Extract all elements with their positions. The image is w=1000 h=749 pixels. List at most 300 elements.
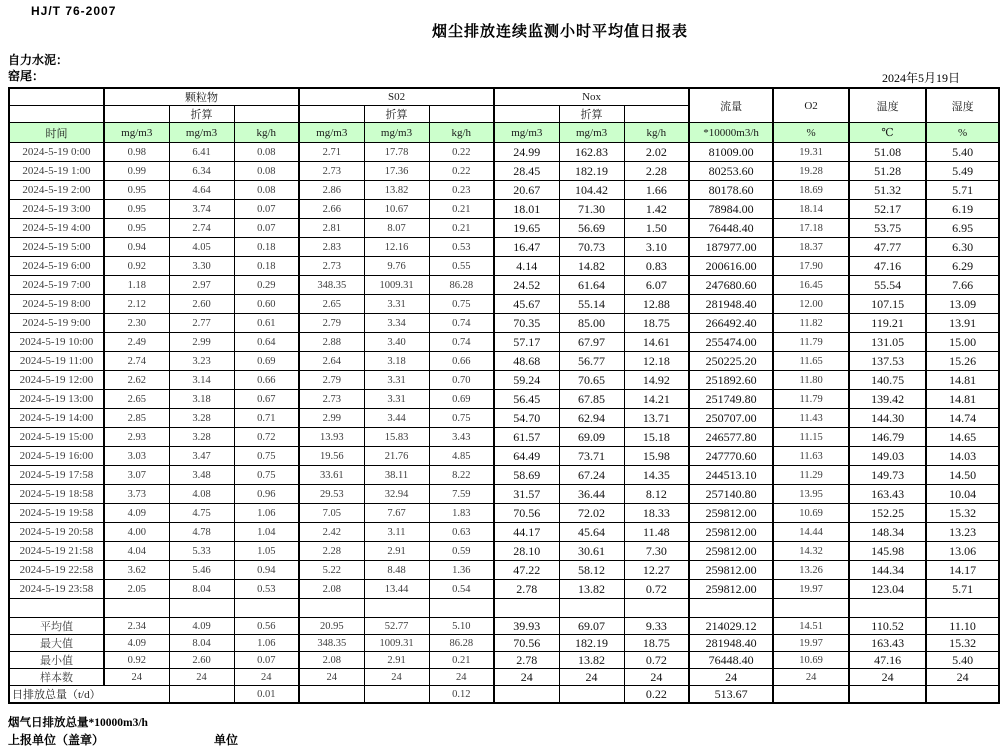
- value-cell: 3.14: [169, 371, 234, 390]
- value-cell: 0.92: [104, 257, 169, 276]
- value-cell: 7.59: [429, 485, 494, 504]
- value-cell: 3.34: [364, 314, 429, 333]
- value-cell: 0.61: [234, 314, 299, 333]
- value-cell: 33.61: [299, 466, 364, 485]
- value-cell: 5.22: [299, 561, 364, 580]
- value-cell: 45.64: [559, 523, 624, 542]
- value-cell: 0.72: [234, 428, 299, 447]
- unit-percent: %: [773, 123, 849, 143]
- value-cell: 250707.00: [689, 409, 773, 428]
- value-cell: 0.07: [234, 200, 299, 219]
- stat-label: 最大值: [9, 635, 104, 652]
- blank-row: [9, 599, 999, 618]
- value-cell: 0.22: [429, 162, 494, 181]
- value-cell: 44.17: [494, 523, 559, 542]
- value-cell: 5.40: [926, 143, 999, 162]
- empty-cell: [299, 599, 364, 618]
- value-cell: 259812.00: [689, 561, 773, 580]
- value-cell: 163.43: [849, 635, 926, 652]
- time-cell: 2024-5-19 15:00: [9, 428, 104, 447]
- value-cell: 14.74: [926, 409, 999, 428]
- value-cell: 18.75: [624, 635, 689, 652]
- value-cell: 52.77: [364, 618, 429, 635]
- value-cell: 0.12: [429, 686, 494, 704]
- report-unit-line: [8, 731, 238, 748]
- value-cell: 55.14: [559, 295, 624, 314]
- value-cell: 85.00: [559, 314, 624, 333]
- value-cell: 149.03: [849, 447, 926, 466]
- value-cell: 149.73: [849, 466, 926, 485]
- value-cell: 14.81: [926, 390, 999, 409]
- time-cell: 2024-5-19 5:00: [9, 238, 104, 257]
- empty-cell: [773, 599, 849, 618]
- value-cell: 12.27: [624, 561, 689, 580]
- value-cell: 67.85: [559, 390, 624, 409]
- value-cell: 0.21: [429, 652, 494, 669]
- value-cell: 10.69: [773, 504, 849, 523]
- value-cell: 12.16: [364, 238, 429, 257]
- value-cell: 2.77: [169, 314, 234, 333]
- value-cell: 0.95: [104, 200, 169, 219]
- time-cell: 2024-5-19 21:58: [9, 542, 104, 561]
- daily-total-label: 日排放总量（t/d）: [9, 686, 169, 704]
- value-cell: 24: [234, 669, 299, 686]
- value-cell: 3.74: [169, 200, 234, 219]
- value-cell: [773, 686, 849, 704]
- value-cell: 244513.10: [689, 466, 773, 485]
- company-label: 自力水泥：: [8, 53, 69, 67]
- value-cell: 0.55: [429, 257, 494, 276]
- time-cell: 2024-5-19 6:00: [9, 257, 104, 276]
- value-cell: 11.63: [773, 447, 849, 466]
- value-cell: 6.95: [926, 219, 999, 238]
- value-cell: 5.71: [926, 181, 999, 200]
- value-cell: 0.94: [104, 238, 169, 257]
- table-row: [9, 295, 999, 314]
- value-cell: 24: [559, 669, 624, 686]
- value-cell: 76448.40: [689, 219, 773, 238]
- value-cell: 3.28: [169, 409, 234, 428]
- value-cell: 2.74: [104, 352, 169, 371]
- value-cell: 30.61: [559, 542, 624, 561]
- table-row: [9, 466, 999, 485]
- value-cell: 0.75: [234, 466, 299, 485]
- value-cell: 24: [364, 669, 429, 686]
- value-cell: 8.04: [169, 635, 234, 652]
- value-cell: 2.78: [494, 652, 559, 669]
- value-cell: 1.05: [234, 542, 299, 561]
- value-cell: 348.35: [299, 276, 364, 295]
- value-cell: 0.71: [234, 409, 299, 428]
- value-cell: 3.47: [169, 447, 234, 466]
- time-cell: 2024-5-19 16:00: [9, 447, 104, 466]
- time-cell: 2024-5-19 19:58: [9, 504, 104, 523]
- header-time: 时间: [9, 123, 104, 143]
- value-cell: 348.35: [299, 635, 364, 652]
- value-cell: 70.56: [494, 504, 559, 523]
- value-cell: 24: [169, 669, 234, 686]
- value-cell: 2.81: [299, 219, 364, 238]
- table-row: [9, 143, 999, 162]
- report-unit-label: 上报单位（盖章）: [8, 733, 105, 747]
- value-cell: 0.95: [104, 219, 169, 238]
- value-cell: 4.78: [169, 523, 234, 542]
- value-cell: 24: [773, 669, 849, 686]
- value-cell: 3.44: [364, 409, 429, 428]
- header-pm-conv: 折算: [169, 106, 234, 123]
- unit-flow: *10000m3/h: [689, 123, 773, 143]
- value-cell: 14.35: [624, 466, 689, 485]
- value-cell: 5.40: [926, 652, 999, 669]
- value-cell: [494, 686, 559, 704]
- value-cell: 0.54: [429, 580, 494, 599]
- value-cell: 15.18: [624, 428, 689, 447]
- unit-mgm3: mg/m3: [494, 123, 559, 143]
- value-cell: [169, 686, 234, 704]
- value-cell: 15.32: [926, 635, 999, 652]
- value-cell: 72.02: [559, 504, 624, 523]
- value-cell: 19.31: [773, 143, 849, 162]
- time-cell: 2024-5-19 20:58: [9, 523, 104, 542]
- table-row: [9, 276, 999, 295]
- stat-row: [9, 635, 999, 652]
- value-cell: 13.95: [773, 485, 849, 504]
- time-cell: 2024-5-19 9:00: [9, 314, 104, 333]
- value-cell: 110.52: [849, 618, 926, 635]
- value-cell: 0.66: [429, 352, 494, 371]
- value-cell: 0.08: [234, 181, 299, 200]
- header-flow: 流量: [689, 88, 773, 123]
- header-blank: [429, 106, 494, 123]
- value-cell: 11.10: [926, 618, 999, 635]
- time-cell: 2024-5-19 0:00: [9, 143, 104, 162]
- value-cell: 2.86: [299, 181, 364, 200]
- value-cell: 20.95: [299, 618, 364, 635]
- value-cell: 8.22: [429, 466, 494, 485]
- time-cell: 2024-5-19 8:00: [9, 295, 104, 314]
- value-cell: 14.92: [624, 371, 689, 390]
- value-cell: 1.36: [429, 561, 494, 580]
- value-cell: 0.18: [234, 238, 299, 257]
- value-cell: 1.50: [624, 219, 689, 238]
- value-cell: 15.32: [926, 504, 999, 523]
- value-cell: 0.29: [234, 276, 299, 295]
- value-cell: 11.80: [773, 371, 849, 390]
- value-cell: 3.43: [429, 428, 494, 447]
- unit-celsius: ℃: [849, 123, 926, 143]
- value-cell: 144.30: [849, 409, 926, 428]
- value-cell: 69.09: [559, 428, 624, 447]
- value-cell: 4.00: [104, 523, 169, 542]
- value-cell: 80253.60: [689, 162, 773, 181]
- empty-cell: [9, 599, 104, 618]
- value-cell: 1.06: [234, 504, 299, 523]
- table-row: [9, 504, 999, 523]
- value-cell: 163.43: [849, 485, 926, 504]
- value-cell: 0.67: [234, 390, 299, 409]
- time-cell: 2024-5-19 17:58: [9, 466, 104, 485]
- value-cell: 36.44: [559, 485, 624, 504]
- value-cell: 247680.60: [689, 276, 773, 295]
- value-cell: 11.43: [773, 409, 849, 428]
- header-o2: O2: [773, 88, 849, 123]
- value-cell: 0.21: [429, 200, 494, 219]
- value-cell: 19.97: [773, 580, 849, 599]
- table-row: [9, 523, 999, 542]
- value-cell: 259812.00: [689, 504, 773, 523]
- value-cell: 61.57: [494, 428, 559, 447]
- value-cell: 11.79: [773, 333, 849, 352]
- value-cell: 281948.40: [689, 635, 773, 652]
- value-cell: 0.53: [234, 580, 299, 599]
- value-cell: 214029.12: [689, 618, 773, 635]
- value-cell: 13.09: [926, 295, 999, 314]
- value-cell: 2.49: [104, 333, 169, 352]
- value-cell: 14.81: [926, 371, 999, 390]
- table-row: [9, 257, 999, 276]
- value-cell: 8.48: [364, 561, 429, 580]
- value-cell: 2.28: [624, 162, 689, 181]
- value-cell: 13.06: [926, 542, 999, 561]
- value-cell: 0.74: [429, 314, 494, 333]
- value-cell: 54.70: [494, 409, 559, 428]
- value-cell: 18.37: [773, 238, 849, 257]
- value-cell: 2.12: [104, 295, 169, 314]
- value-cell: 2.91: [364, 542, 429, 561]
- value-cell: 12.88: [624, 295, 689, 314]
- value-cell: 13.91: [926, 314, 999, 333]
- empty-cell: [104, 599, 169, 618]
- value-cell: 47.22: [494, 561, 559, 580]
- value-cell: 182.19: [559, 162, 624, 181]
- value-cell: [926, 686, 999, 704]
- value-cell: 14.03: [926, 447, 999, 466]
- value-cell: 3.28: [169, 428, 234, 447]
- value-cell: 0.56: [234, 618, 299, 635]
- table-row: [9, 200, 999, 219]
- stat-row: [9, 669, 999, 686]
- value-cell: 3.62: [104, 561, 169, 580]
- stat-row: [9, 652, 999, 669]
- header-group-row: [9, 88, 999, 106]
- header-blank: [104, 106, 169, 123]
- value-cell: 57.17: [494, 333, 559, 352]
- daily-total-row: [9, 686, 999, 704]
- value-cell: 4.14: [494, 257, 559, 276]
- value-cell: 2.99: [299, 409, 364, 428]
- value-cell: 73.71: [559, 447, 624, 466]
- value-cell: 3.73: [104, 485, 169, 504]
- value-cell: 0.63: [429, 523, 494, 542]
- unit-mgm3: mg/m3: [364, 123, 429, 143]
- table-row: [9, 352, 999, 371]
- value-cell: 19.28: [773, 162, 849, 181]
- value-cell: 1.42: [624, 200, 689, 219]
- value-cell: 2.97: [169, 276, 234, 295]
- table-row: [9, 409, 999, 428]
- value-cell: 259812.00: [689, 580, 773, 599]
- value-cell: 59.24: [494, 371, 559, 390]
- value-cell: 250225.20: [689, 352, 773, 371]
- value-cell: 8.07: [364, 219, 429, 238]
- flue-gas-total-note: 烟气日排放总量*10000m3/h: [8, 717, 148, 729]
- value-cell: 14.21: [624, 390, 689, 409]
- value-cell: 145.98: [849, 542, 926, 561]
- table-header: [9, 88, 999, 143]
- value-cell: 45.67: [494, 295, 559, 314]
- value-cell: 3.10: [624, 238, 689, 257]
- value-cell: 78984.00: [689, 200, 773, 219]
- value-cell: 11.79: [773, 390, 849, 409]
- value-cell: 1.18: [104, 276, 169, 295]
- value-cell: 3.30: [169, 257, 234, 276]
- value-cell: 0.92: [104, 652, 169, 669]
- value-cell: 0.60: [234, 295, 299, 314]
- table-row: [9, 238, 999, 257]
- value-cell: 17.36: [364, 162, 429, 181]
- value-cell: 0.75: [429, 409, 494, 428]
- header-so2: S02: [299, 88, 494, 106]
- value-cell: 2.91: [364, 652, 429, 669]
- time-cell: 2024-5-19 10:00: [9, 333, 104, 352]
- header-nox: Nox: [494, 88, 689, 106]
- value-cell: 4.85: [429, 447, 494, 466]
- value-cell: 2.78: [494, 580, 559, 599]
- table-row: [9, 162, 999, 181]
- value-cell: 13.93: [299, 428, 364, 447]
- value-cell: 29.53: [299, 485, 364, 504]
- header-blank: [9, 88, 104, 106]
- value-cell: 17.90: [773, 257, 849, 276]
- value-cell: 0.72: [624, 652, 689, 669]
- value-cell: 52.17: [849, 200, 926, 219]
- header-blank: [9, 106, 104, 123]
- value-cell: 3.11: [364, 523, 429, 542]
- table-row: [9, 314, 999, 333]
- value-cell: 1009.31: [364, 635, 429, 652]
- value-cell: 32.94: [364, 485, 429, 504]
- value-cell: 4.09: [104, 504, 169, 523]
- value-cell: 0.74: [429, 333, 494, 352]
- unit-kgh: kg/h: [429, 123, 494, 143]
- value-cell: 15.83: [364, 428, 429, 447]
- report-title: 烟尘排放连续监测小时平均值日报表: [431, 24, 688, 40]
- value-cell: 1.06: [234, 635, 299, 652]
- value-cell: 152.25: [849, 504, 926, 523]
- value-cell: 11.82: [773, 314, 849, 333]
- value-cell: 31.57: [494, 485, 559, 504]
- value-cell: 255474.00: [689, 333, 773, 352]
- empty-cell: [689, 599, 773, 618]
- value-cell: 3.23: [169, 352, 234, 371]
- empty-cell: [429, 599, 494, 618]
- value-cell: 56.77: [559, 352, 624, 371]
- value-cell: 251892.60: [689, 371, 773, 390]
- time-cell: 2024-5-19 11:00: [9, 352, 104, 371]
- value-cell: 19.97: [773, 635, 849, 652]
- value-cell: 6.30: [926, 238, 999, 257]
- header-humidity: 湿度: [926, 88, 999, 123]
- monitoring-table: [8, 87, 1000, 704]
- value-cell: 24: [104, 669, 169, 686]
- value-cell: 9.33: [624, 618, 689, 635]
- standard-number: HJ/T 76-2007: [31, 4, 117, 18]
- table-row: [9, 390, 999, 409]
- value-cell: 0.21: [429, 219, 494, 238]
- value-cell: 259812.00: [689, 523, 773, 542]
- value-cell: 0.22: [429, 143, 494, 162]
- value-cell: 3.40: [364, 333, 429, 352]
- value-cell: 11.48: [624, 523, 689, 542]
- header-blank: [299, 106, 364, 123]
- empty-cell: [234, 599, 299, 618]
- value-cell: 6.34: [169, 162, 234, 181]
- value-cell: 13.71: [624, 409, 689, 428]
- value-cell: 2.73: [299, 162, 364, 181]
- value-cell: 62.94: [559, 409, 624, 428]
- value-cell: 2.65: [299, 295, 364, 314]
- value-cell: 5.49: [926, 162, 999, 181]
- value-cell: 15.00: [926, 333, 999, 352]
- value-cell: 16.47: [494, 238, 559, 257]
- unit-mgm3: mg/m3: [559, 123, 624, 143]
- table-row: [9, 219, 999, 238]
- value-cell: 5.10: [429, 618, 494, 635]
- value-cell: 182.19: [559, 635, 624, 652]
- time-cell: 2024-5-19 18:58: [9, 485, 104, 504]
- value-cell: 14.61: [624, 333, 689, 352]
- value-cell: 14.50: [926, 466, 999, 485]
- value-cell: 0.69: [429, 390, 494, 409]
- time-cell: 2024-5-19 1:00: [9, 162, 104, 181]
- value-cell: 1009.31: [364, 276, 429, 295]
- value-cell: 6.07: [624, 276, 689, 295]
- value-cell: 24: [494, 669, 559, 686]
- value-cell: 69.07: [559, 618, 624, 635]
- value-cell: 71.30: [559, 200, 624, 219]
- header-blank: [624, 106, 689, 123]
- value-cell: 4.05: [169, 238, 234, 257]
- stat-row: [9, 618, 999, 635]
- value-cell: 28.45: [494, 162, 559, 181]
- report-date: 2024年5月19日: [881, 71, 960, 85]
- value-cell: 148.34: [849, 523, 926, 542]
- value-cell: 187977.00: [689, 238, 773, 257]
- stat-label: 最小值: [9, 652, 104, 669]
- table-row: [9, 333, 999, 352]
- value-cell: 0.75: [429, 295, 494, 314]
- empty-cell: [364, 599, 429, 618]
- value-cell: 24: [689, 669, 773, 686]
- value-cell: 18.01: [494, 200, 559, 219]
- stat-label: 样本数: [9, 669, 104, 686]
- table-row: [9, 580, 999, 599]
- table-row: [9, 485, 999, 504]
- value-cell: 10.67: [364, 200, 429, 219]
- value-cell: 18.14: [773, 200, 849, 219]
- value-cell: 2.42: [299, 523, 364, 542]
- value-cell: 0.08: [234, 162, 299, 181]
- value-cell: 4.64: [169, 181, 234, 200]
- site-label: 窑尾：: [8, 69, 45, 83]
- value-cell: 47.16: [849, 257, 926, 276]
- value-cell: 1.04: [234, 523, 299, 542]
- value-cell: 2.65: [104, 390, 169, 409]
- value-cell: 6.19: [926, 200, 999, 219]
- value-cell: 281948.40: [689, 295, 773, 314]
- value-cell: 3.48: [169, 466, 234, 485]
- stat-label: 平均值: [9, 618, 104, 635]
